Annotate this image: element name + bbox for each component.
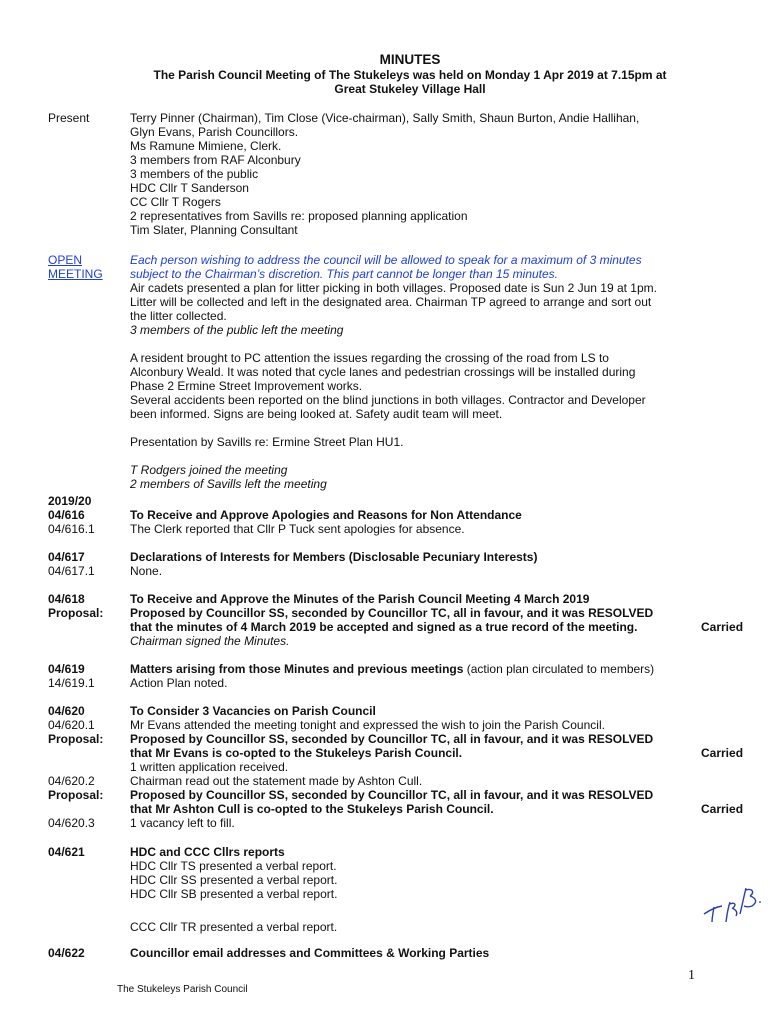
open-meeting-label-1: OPEN [48,253,83,267]
item-text: Chairman read out the statement made by Ashton Cull. [130,774,423,788]
savills-left-note: 2 members of Savills left the meeting [130,477,327,491]
joined-note: T Rodgers joined the meeting [130,463,288,477]
crossing-para-line: A resident brought to PC attention the issues regarding the crossing of the road from LS to [130,351,609,365]
item-text: CCC Cllr TR presented a verbal report. [130,920,338,934]
litter-para-line: the litter collected. [130,309,227,323]
item-text: HDC Cllr SS presented a verbal report. [130,873,338,887]
carried-label: Carried [701,620,744,634]
item-number-col [48,494,128,536]
item-number-col [48,550,128,578]
sub-item-number: 04/620.2 [48,774,95,788]
proposal-label: Proposal: [48,788,104,802]
present-line: Ms Ramune Mimiene, Clerk. [130,139,282,153]
item-body [130,662,690,690]
item-number: 04/618 [48,592,85,606]
sub-item-number: 04/616.1 [48,522,95,536]
present-line: 3 members of the public [130,167,259,181]
spacer [130,337,690,351]
subtitle-line-2: Great Stukeley Village Hall [334,82,486,96]
litter-para-line: Air cadets presented a plan for litter picking in both villages. Proposed date is Sun 2 Jun 19 at 1pm. [130,281,657,295]
document-title: MINUTES [379,52,441,67]
public-left-note: 3 members of the public left the meeting [130,323,344,337]
sub-item-number: 04/620.1 [48,718,95,732]
year-label: 2019/20 [48,494,92,508]
proposal-line: that the minutes of 4 March 2019 be accepted and signed as a true record of the meeting. [130,620,638,634]
item-number: 04/622 [48,946,85,960]
proposal-line: that Mr Ashton Cull is co-opted to the Stukeleys Parish Council. [130,802,494,816]
signature-initials [700,880,766,926]
item-heading: To Consider 3 Vacancies on Parish Council [130,704,376,718]
present-line: 2 representatives from Savills re: proposed planning application [130,209,468,223]
open-meeting-link[interactable] [48,253,128,281]
proposal-line: Proposed by Councillor SS, seconded by Councillor TC, all in favour, and it was RESOLVED [130,606,654,620]
item-text: 1 written application received. [130,760,289,774]
item-text: HDC Cllr TS presented a verbal report. [130,859,337,873]
present-list [130,111,690,237]
item-heading: To Receive and Approve Apologies and Reasons for Non Attendance [130,508,522,522]
item-text: The Clerk reported that Cllr P Tuck sent apologies for absence. [130,522,465,536]
speaking-notice-line: subject to the Chairman’s discretion. This part cannot be longer than 15 minutes. [130,267,559,281]
present-line: HDC Cllr T Sanderson [130,181,249,195]
present-line: 3 members from RAF Alconbury [130,153,301,167]
item-text: 1 vacancy left to fill. [130,816,235,830]
item-number: 04/621 [48,845,85,859]
item-heading-note: (action plan circulated to members) [463,662,655,676]
spacer [48,802,128,816]
present-line: Glyn Evans, Parish Councillors. [130,125,299,139]
crossing-para-line: been informed. Signs are being looked at. Safety audit team will meet. [130,407,503,421]
item-number-col [48,704,128,830]
spacer [130,449,690,463]
item-number: 04/620 [48,704,85,718]
present-line: Tim Slater, Planning Consultant [130,223,298,237]
item-body [130,704,690,830]
present-line: CC Cllr T Rogers [130,195,221,209]
sub-item-number: 04/620.3 [48,816,95,830]
carried-label: Carried [701,802,744,816]
item-number-col [48,592,128,620]
item-text: Mr Evans attended the meeting tonight and expressed the wish to join the Parish Council. [130,718,605,732]
sub-item-number: 14/619.1 [48,676,95,690]
item-number: 04/616 [48,508,85,522]
open-meeting-body [130,253,690,491]
item-body [130,845,690,934]
savills-presentation: Presentation by Savills re: Ermine Street Plan HU1. [130,435,404,449]
speaking-notice-line: Each person wishing to address the council will be allowed to speak for a maximum of 3 minutes [130,253,642,267]
present-line: Terry Pinner (Chairman), Tim Close (Vice-chairman), Sally Smith, Shaun Burton, Andie Hallihan, [130,111,640,125]
crossing-para-line: Several accidents been reported on the blind junctions in both villages. Contractor and Developer [130,393,646,407]
item-heading: Declarations of Interests for Members (Disclosable Pecuniary Interests) [130,550,538,564]
item-note: Chairman signed the Minutes. [130,634,290,648]
item-heading: HDC and CCC Cllrs reports [130,845,285,859]
item-body [130,550,690,578]
litter-para-line: Litter will be collected and left in the designated area. Chairman TP agreed to arrange and sort out [130,295,652,309]
crossing-para-line: Alconbury Weald. It was noted that cycle lanes and pedestrian crossings will be installed during [130,365,636,379]
item-heading: To Receive and Approve the Minutes of the Parish Council Meeting 4 March 2019 [130,592,590,606]
proposal-line: Proposed by Councillor SS, seconded by Councillor TC, all in favour, and it was RESOLVED [130,788,654,802]
spacer [130,421,690,435]
carried-label: Carried [701,746,744,760]
page-number: 1 [688,968,695,983]
item-heading: Matters arising from those Minutes and previous meetings [130,662,464,676]
proposal-label: Proposal: [48,606,104,620]
item-number-col [48,845,128,859]
item-heading: Councillor email addresses and Committees & Working Parties [130,946,490,960]
item-text: None. [130,564,163,578]
item-body [130,592,690,648]
crossing-para-line: Phase 2 Ermine Street Improvement works. [130,379,363,393]
subtitle-line-1: The Parish Council Meeting of The Stukeleys was held on Monday 1 Apr 2019 at 7.15pm at [153,68,667,82]
item-number: 04/617 [48,550,85,564]
open-meeting-label-2: MEETING [48,267,103,281]
proposal-line: Proposed by Councillor SS, seconded by Councillor TC, all in favour, and it was RESOLVED [130,732,654,746]
spacer [48,746,128,774]
item-number: 04/619 [48,662,85,676]
item-number-col [48,662,128,690]
spacer [130,901,690,920]
present-label: Present [48,111,90,125]
item-text: HDC Cllr SB presented a verbal report. [130,887,338,901]
proposal-line: that Mr Evans is co-opted to the Stukeleys Parish Council. [130,746,463,760]
sub-item-number: 04/617.1 [48,564,95,578]
item-text: Action Plan noted. [130,676,228,690]
item-body [130,508,690,536]
proposal-label: Proposal: [48,732,104,746]
meeting-subtitle [100,68,720,96]
footer-text: The Stukeleys Parish Council [117,984,248,995]
